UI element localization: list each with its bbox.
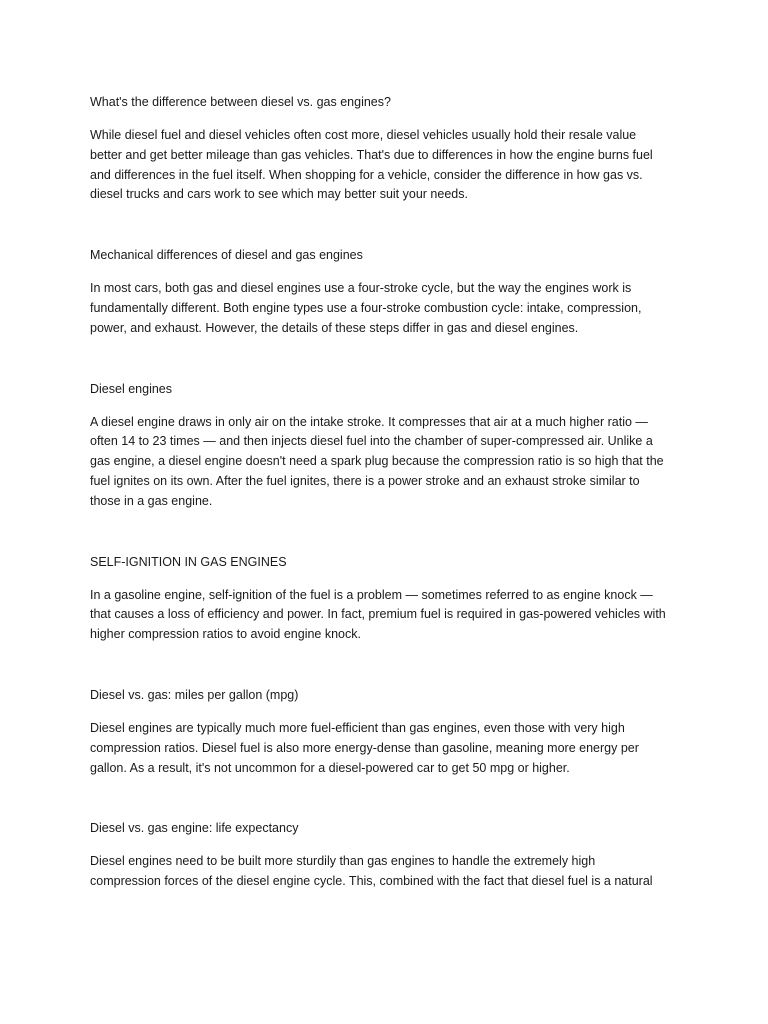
paragraph-line: Diesel engines need to be built more sturdily than gas engines to handle the extremely high — [90, 854, 596, 869]
section-heading: Diesel engines — [90, 381, 172, 396]
paragraph-line: and differences in the fuel itself. When shopping for a vehicle, consider the difference in how gas vs. — [90, 167, 643, 182]
paragraph-line: often 14 to 23 times — and then injects diesel fuel into the chamber of super-compressed air. Unlike a — [90, 434, 653, 449]
paragraph-line: Diesel engines are typically much more fuel-efficient than gas engines, even those with very high — [90, 720, 625, 735]
paragraph-line: power, and exhaust. However, the details of these steps differ in gas and diesel engines. — [90, 320, 579, 335]
paragraph-line: that causes a loss of efficiency and power. In fact, premium fuel is required in gas-powered vehicles with — [90, 607, 666, 622]
section-heading: Diesel vs. gas: miles per gallon (mpg) — [90, 687, 299, 702]
section-heading: Mechanical differences of diesel and gas engines — [90, 248, 363, 263]
section-intro — [90, 92, 690, 245]
paragraph — [90, 719, 690, 778]
paragraph — [90, 126, 690, 205]
section-self-ignition — [90, 552, 690, 685]
section-mechanical — [90, 245, 690, 378]
document-page — [90, 92, 690, 892]
paragraph-line: compression ratios. Diesel fuel is also more energy-dense than gasoline, meaning more energy per — [90, 740, 639, 755]
paragraph-line: diesel trucks and cars work to see which may better suit your needs. — [90, 187, 468, 202]
paragraph — [90, 586, 690, 645]
paragraph-line: While diesel fuel and diesel vehicles often cost more, diesel vehicles usually hold their resale value — [90, 128, 637, 142]
paragraph-line: fundamentally different. Both engine types use a four-stroke combustion cycle: intake, compression, — [90, 300, 642, 315]
paragraph-line: In a gasoline engine, self-ignition of the fuel is a problem — sometimes referred to as engine knock — — [90, 587, 653, 602]
paragraph-line: those in a gas engine. — [90, 493, 213, 508]
paragraph-line: A diesel engine draws in only air on the intake stroke. It compresses that air at a much higher ratio — — [90, 414, 648, 429]
paragraph — [90, 413, 690, 512]
paragraph-line: fuel ignites on its own. After the fuel ignites, there is a power stroke and an exhaust stroke similar to — [90, 473, 640, 488]
section-heading: SELF-IGNITION IN GAS ENGINES — [90, 554, 287, 569]
spacer — [90, 205, 690, 245]
spacer — [90, 339, 690, 379]
paragraph-line: gallon. As a result, it's not uncommon for a diesel-powered car to get 50 mpg or higher. — [90, 760, 570, 775]
paragraph-line: In most cars, both gas and diesel engines use a four-stroke cycle, but the way the engines work is — [90, 281, 632, 296]
section-heading: What's the difference between diesel vs. gas engines? — [90, 95, 391, 109]
section-mpg — [90, 685, 690, 818]
paragraph — [90, 852, 690, 892]
section-heading: Diesel vs. gas engine: life expectancy — [90, 821, 299, 836]
paragraph-line: better and get better mileage than gas vehicles. That's due to differences in how the engine burns fuel — [90, 147, 653, 162]
section-life-expectancy — [90, 818, 690, 892]
section-diesel-engines — [90, 379, 690, 552]
paragraph-line: gas engine, a diesel engine doesn't need a spark plug because the compression ratio is so high that the — [90, 454, 664, 469]
paragraph-line: higher compression ratios to avoid engine knock. — [90, 627, 361, 642]
spacer — [90, 778, 690, 818]
spacer — [90, 512, 690, 552]
spacer — [90, 645, 690, 685]
paragraph — [90, 279, 690, 338]
paragraph-line: compression forces of the diesel engine cycle. This, combined with the fact that diesel fuel is a natural — [90, 874, 653, 889]
